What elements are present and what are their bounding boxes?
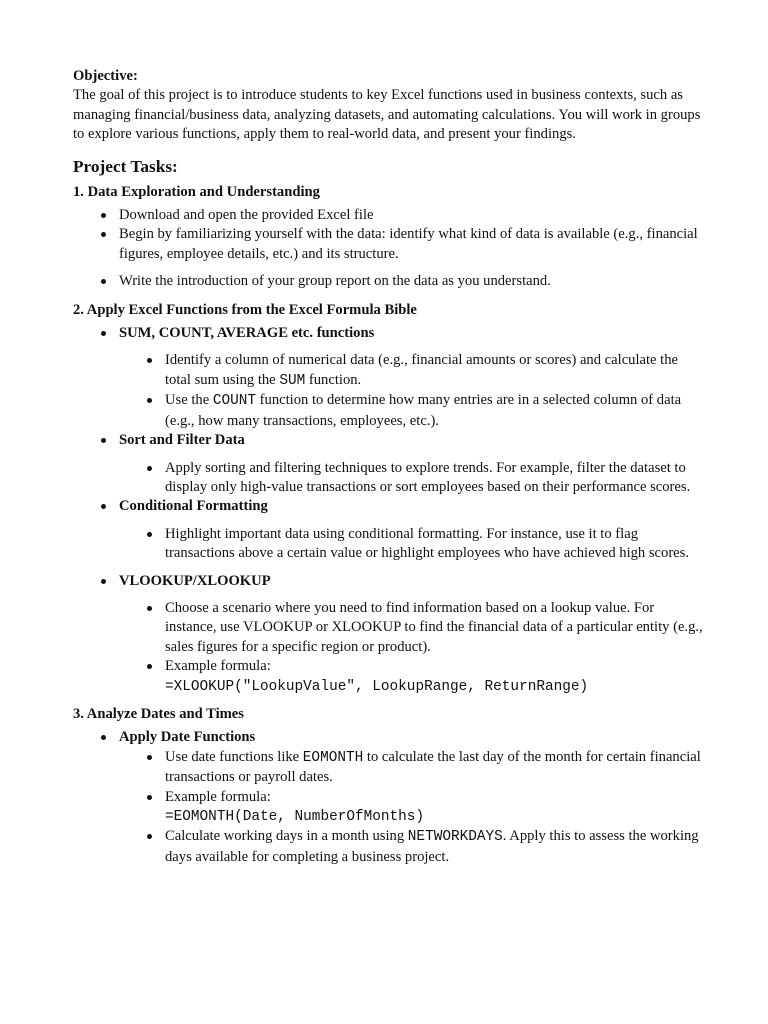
bullet-icon [147,532,152,537]
bullet-icon [101,232,106,237]
bullet-icon [101,213,106,218]
list-item: Identify a column of numerical data (e.g., financial amounts or scores) and calculate the total sum using the SUM function. [73,351,703,391]
project-tasks-heading: Project Tasks: [73,156,178,176]
date-sublist [73,748,703,867]
eomonth-formula: =EOMONTH(Date, NumberOfMonths) [165,809,425,825]
bullet-icon [101,438,106,443]
xlookup-formula: =XLOOKUP("LookupValue", LookupRange, ReturnRange) [165,678,589,695]
cond-sublist [73,525,703,564]
bullet-icon [101,504,106,509]
objective-label: Objective: [73,68,138,84]
cond-list [73,497,703,516]
list-item: Example formula: =XLOOKUP("LookupValue", LookupRange, ReturnRange) [73,657,703,697]
sort-sublist [73,459,703,498]
lookup-list [73,572,703,591]
list-item-conditional: Conditional Formatting [73,497,703,516]
section-2-title: 2. Apply Excel Functions from the Excel Formula Bible [73,301,417,318]
list-item: Use date functions like EOMONTH to calculate the last day of the month for certain financial transactions or payroll dates. [73,748,703,788]
bullet-icon [101,735,106,740]
list-item-sort: Sort and Filter Data [73,431,703,450]
bullet-icon [147,606,152,611]
bullet-icon [147,398,152,403]
objective-text: The goal of this project is to introduce students to key Excel functions used in business contexts, such as managing financial/business data, analyzing datasets, and automating calculations. You will work in groups to explore various functions, apply them to real-world data, and present your findings. [73,87,701,143]
bullet-icon [101,579,106,584]
list-item: Calculate working days in a month using NETWORKDAYS. Apply this to assess the working days available for completing a business project. [73,827,703,867]
list-item: Example formula: =EOMONTH(Date, NumberOfMonths) [73,788,703,828]
list-item: Apply sorting and filtering techniques to explore trends. For example, filter the dataset to display only high-value transactions or sort employees based on their performance scores. [73,459,703,498]
list-item: Use the COUNT function to determine how many entries are in a selected column of data (e.g., how many transactions, employees, etc.). [73,391,703,431]
sum-sublist [73,351,703,431]
document-page [73,67,703,867]
bullet-icon [147,664,152,669]
section-3-list [73,728,703,747]
bullet-icon [147,358,152,363]
bullet-icon [147,466,152,471]
list-item: Begin by familiarizing yourself with the data: identify what kind of data is available (e.g., financial figures, employee details, etc.) and its structure. [73,225,703,264]
lookup-sublist [73,599,703,697]
list-item-sum: SUM, COUNT, AVERAGE etc. functions [73,324,703,343]
list-item: Write the introduction of your group report on the data as you understand. [73,272,703,291]
bullet-icon [101,331,106,336]
bullet-icon [147,795,152,800]
list-item-lookup: VLOOKUP/XLOOKUP [73,572,703,591]
bullet-icon [147,755,152,760]
bullet-icon [147,834,152,839]
section-3-title: 3. Analyze Dates and Times [73,705,244,722]
section-1-list [73,206,703,292]
sort-list [73,431,703,450]
list-item-date: Apply Date Functions [73,728,703,747]
list-item: Download and open the provided Excel file [73,206,703,225]
bullet-icon [101,279,106,284]
section-2-list [73,324,703,343]
list-item: Choose a scenario where you need to find information based on a lookup value. For instance, use VLOOKUP or XLOOKUP to find the financial data of a particular entity (e.g., sales figures for a specific region or product). [73,599,703,657]
list-item: Highlight important data using conditional formatting. For instance, use it to flag transactions above a certain value or highlight employees who have achieved high scores. [73,525,703,564]
section-1-title: 1. Data Exploration and Understanding [73,183,320,200]
